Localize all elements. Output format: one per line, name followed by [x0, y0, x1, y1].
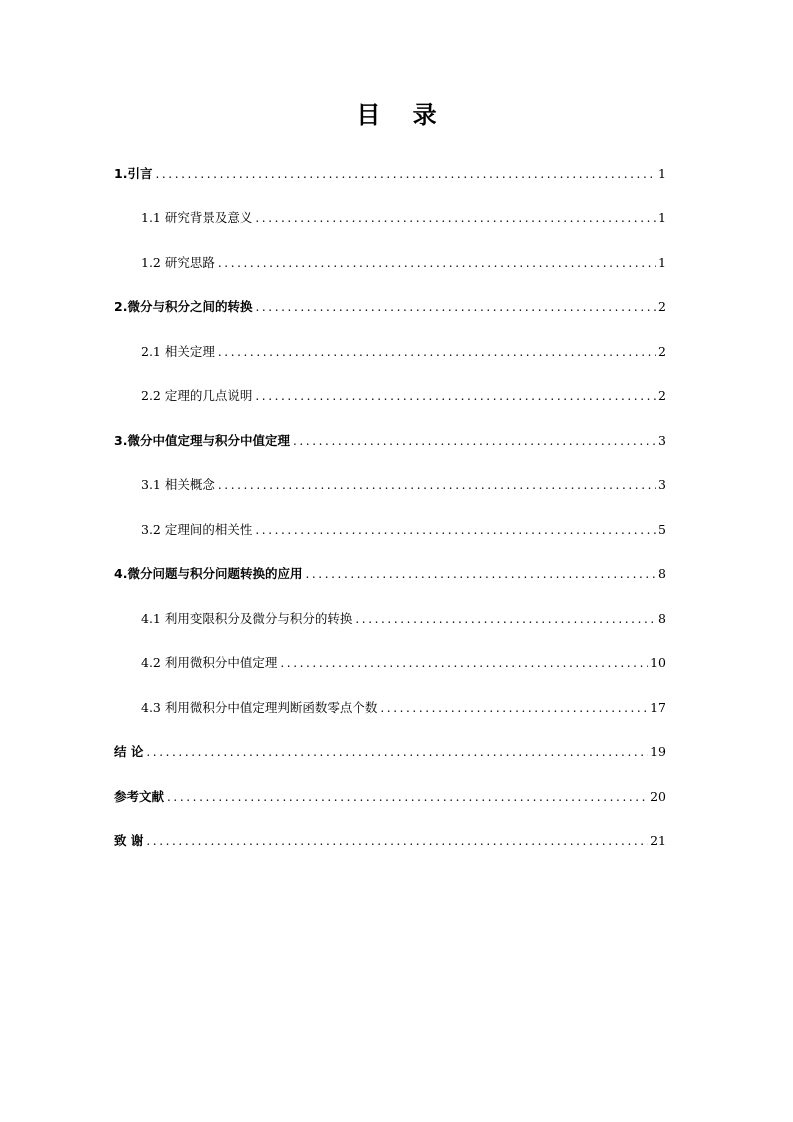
toc-entry[interactable] — [114, 788, 666, 806]
toc-page-number: 2 — [658, 388, 666, 403]
toc-page-number: 2 — [658, 299, 666, 314]
toc-entry[interactable] — [141, 254, 666, 272]
toc-entry-title: 参考文献 — [114, 789, 165, 804]
toc-entry-title: 结 论 — [114, 744, 144, 759]
toc-page-number: 1 — [658, 166, 666, 181]
toc-dot-leader — [280, 654, 648, 672]
toc-entry-title: 4.2 利用微积分中值定理 — [141, 655, 278, 670]
toc-dot-leader — [255, 298, 656, 316]
toc-dot-leader — [255, 209, 656, 227]
toc-dot-leader — [218, 476, 656, 494]
toc-dot-leader — [146, 832, 648, 850]
toc-dot-leader — [218, 254, 656, 272]
toc-page-number: 3 — [658, 433, 666, 448]
toc-page-number: 8 — [658, 566, 666, 581]
toc-entry-title: 2.2 定理的几点说明 — [141, 388, 253, 403]
toc-page-number: 20 — [650, 789, 666, 804]
toc-page-number: 19 — [650, 744, 666, 759]
toc-entry-title: 1.2 研究思路 — [141, 255, 215, 270]
toc-page-number: 1 — [658, 255, 666, 270]
toc-dot-leader — [146, 743, 648, 761]
toc-entry[interactable] — [141, 343, 666, 361]
toc-dot-leader — [255, 521, 656, 539]
toc-entry-title: 4.1 利用变限积分及微分与积分的转换 — [141, 611, 353, 626]
toc-entry[interactable] — [141, 521, 666, 539]
toc-entry[interactable] — [114, 565, 666, 583]
toc-entry[interactable] — [114, 298, 666, 316]
toc-entry-title: 致 谢 — [114, 833, 144, 848]
toc-entry-title: 2.1 相关定理 — [141, 344, 215, 359]
page-title: 目 录 — [356, 101, 449, 129]
toc-dot-leader — [380, 699, 648, 717]
toc-page-number: 2 — [658, 344, 666, 359]
toc-entry-title: 4.3 利用微积分中值定理判断函数零点个数 — [141, 700, 378, 715]
toc-page-number: 8 — [658, 611, 666, 626]
toc-entry-title: 1.引言 — [114, 166, 153, 181]
toc-entry-title: 3.2 定理间的相关性 — [141, 522, 253, 537]
toc-page-number: 10 — [650, 655, 666, 670]
toc-page-number: 1 — [658, 210, 666, 225]
toc-entry[interactable] — [114, 165, 666, 183]
toc-dot-leader — [255, 387, 656, 405]
toc-dot-leader — [293, 432, 656, 450]
toc-entry[interactable] — [141, 387, 666, 405]
toc-entry-title: 1.1 研究背景及意义 — [141, 210, 253, 225]
toc-entry-title: 3.1 相关概念 — [141, 477, 215, 492]
toc-entry[interactable] — [114, 432, 666, 450]
toc-entry-title: 4.微分问题与积分问题转换的应用 — [114, 566, 303, 581]
toc-entry-title: 2.微分与积分之间的转换 — [114, 299, 253, 314]
toc-entry[interactable] — [141, 699, 666, 717]
toc-page-number: 21 — [650, 833, 666, 848]
toc-page-number: 17 — [650, 700, 666, 715]
toc-entry[interactable] — [141, 476, 666, 494]
toc-page-number: 3 — [658, 477, 666, 492]
toc-entry-title: 3.微分中值定理与积分中值定理 — [114, 433, 290, 448]
toc-entry[interactable] — [141, 610, 666, 628]
toc-dot-leader — [218, 343, 656, 361]
toc-entry[interactable] — [141, 654, 666, 672]
toc-dot-leader — [355, 610, 656, 628]
toc-dot-leader — [155, 165, 656, 183]
toc-dot-leader — [167, 788, 648, 806]
toc-entry[interactable] — [114, 743, 666, 761]
toc-entry[interactable] — [114, 832, 666, 850]
toc-page-number: 5 — [658, 522, 666, 537]
toc-entry[interactable] — [141, 209, 666, 227]
toc-dot-leader — [305, 565, 656, 583]
